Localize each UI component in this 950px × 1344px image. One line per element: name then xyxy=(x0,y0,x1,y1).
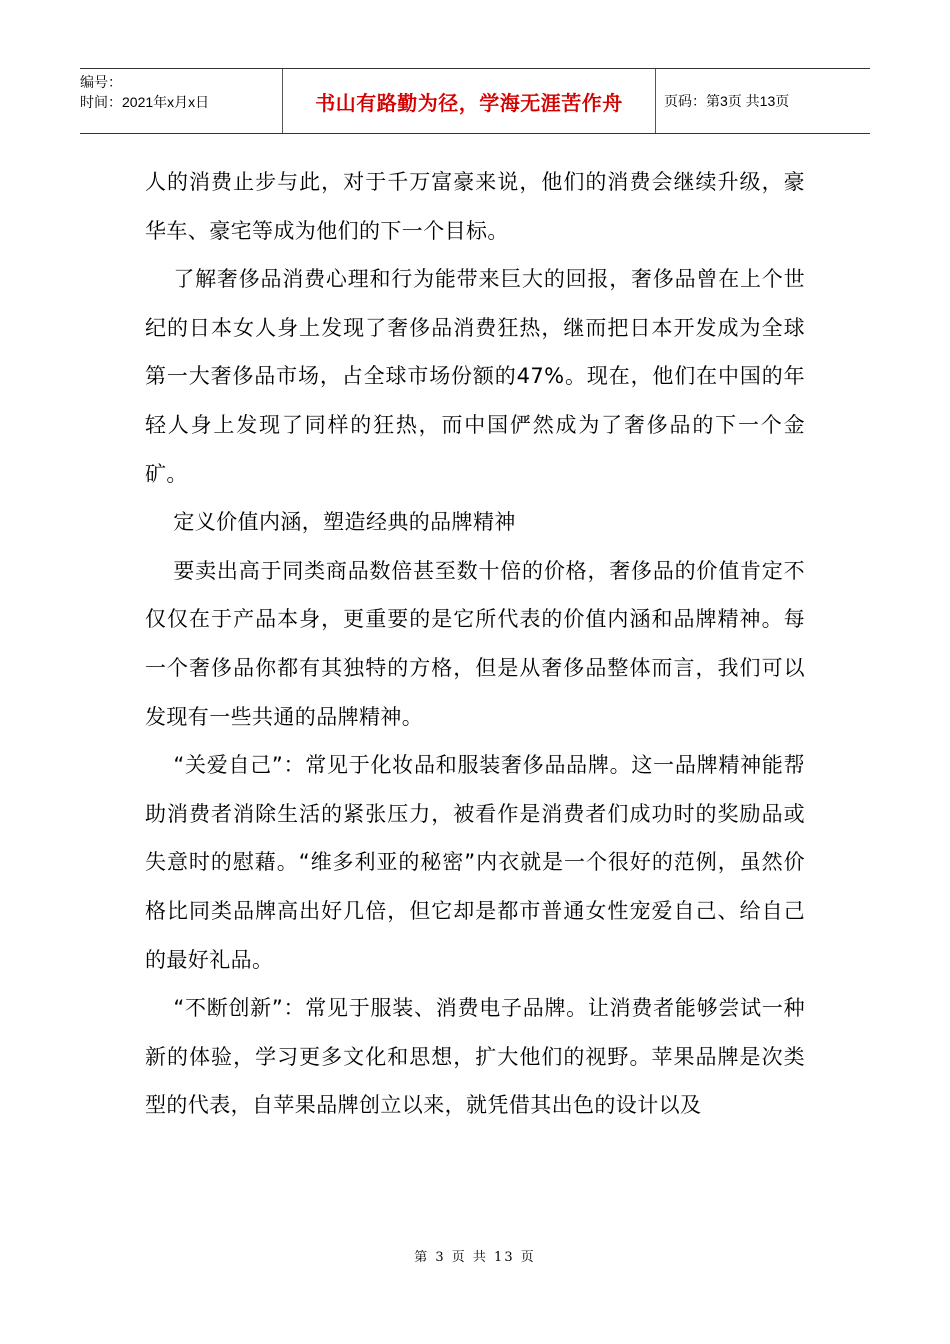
header-page-info-cell xyxy=(656,69,870,133)
time-label: 时间：2021年x月x日 xyxy=(80,94,210,110)
document-header xyxy=(80,68,870,134)
number-label: 编号： xyxy=(80,74,122,90)
paragraph: 了解奢侈品消费心理和行为能带来巨大的回报，奢侈品曾在上个世纪的日本女人身上发现了奢侈品消费狂热，继而把日本开发成为全球第一大奢侈品市场，占全球市场份额的47%。现在，他们在中国的年轻人身上发现了同样的狂热，而中国俨然成为了奢侈品的下一个金矿。 xyxy=(145,267,805,486)
paragraph: 要卖出高于同类商品数倍甚至数十倍的价格，奢侈品的价值肯定不仅仅在于产品本身，更重要的是它所代表的价值内涵和品牌精神。每一个奢侈品你都有其独特的方格，但是从奢侈品整体而言，我们可以发现有一些共通的品牌精神。 xyxy=(145,558,805,729)
page-footer: 第 3 页 共 13 页 xyxy=(414,1250,536,1265)
paragraph: “关爱自己”：常见于化妆品和服装奢侈品品牌。这一品牌精神能帮助消费者消除生活的紧张压力，被看作是消费者们成功时的奖励品或失意时的慰藉。“维多利亚的秘密”内衣就是一个很好的范例，虽然价格比同类品牌高出好几倍，但它却是都市普通女性宠爱自己、给自己的最好礼品。 xyxy=(145,753,805,972)
document-body xyxy=(145,158,805,1130)
header-motto-cell xyxy=(283,69,656,133)
section-heading: 定义价值内涵，塑造经典的品牌精神 xyxy=(173,510,516,535)
paragraph: “不断创新”：常见于服装、消费电子品牌。让消费者能够尝试一种新的体验，学习更多文化和思想，扩大他们的视野。苹果品牌是次类型的代表，自苹果品牌创立以来，就凭借其出色的设计以及 xyxy=(145,996,805,1118)
header-meta xyxy=(80,69,283,133)
header-page-info: 页码：第3页 共13页 xyxy=(664,93,790,109)
paragraph: 人的消费止步与此，对于千万富豪来说，他们的消费会继续升级，豪华车、豪宅等成为他们的下一个目标。 xyxy=(145,170,805,243)
header-motto: 书山有路勤为径，学海无涯苦作舟 xyxy=(315,90,623,115)
